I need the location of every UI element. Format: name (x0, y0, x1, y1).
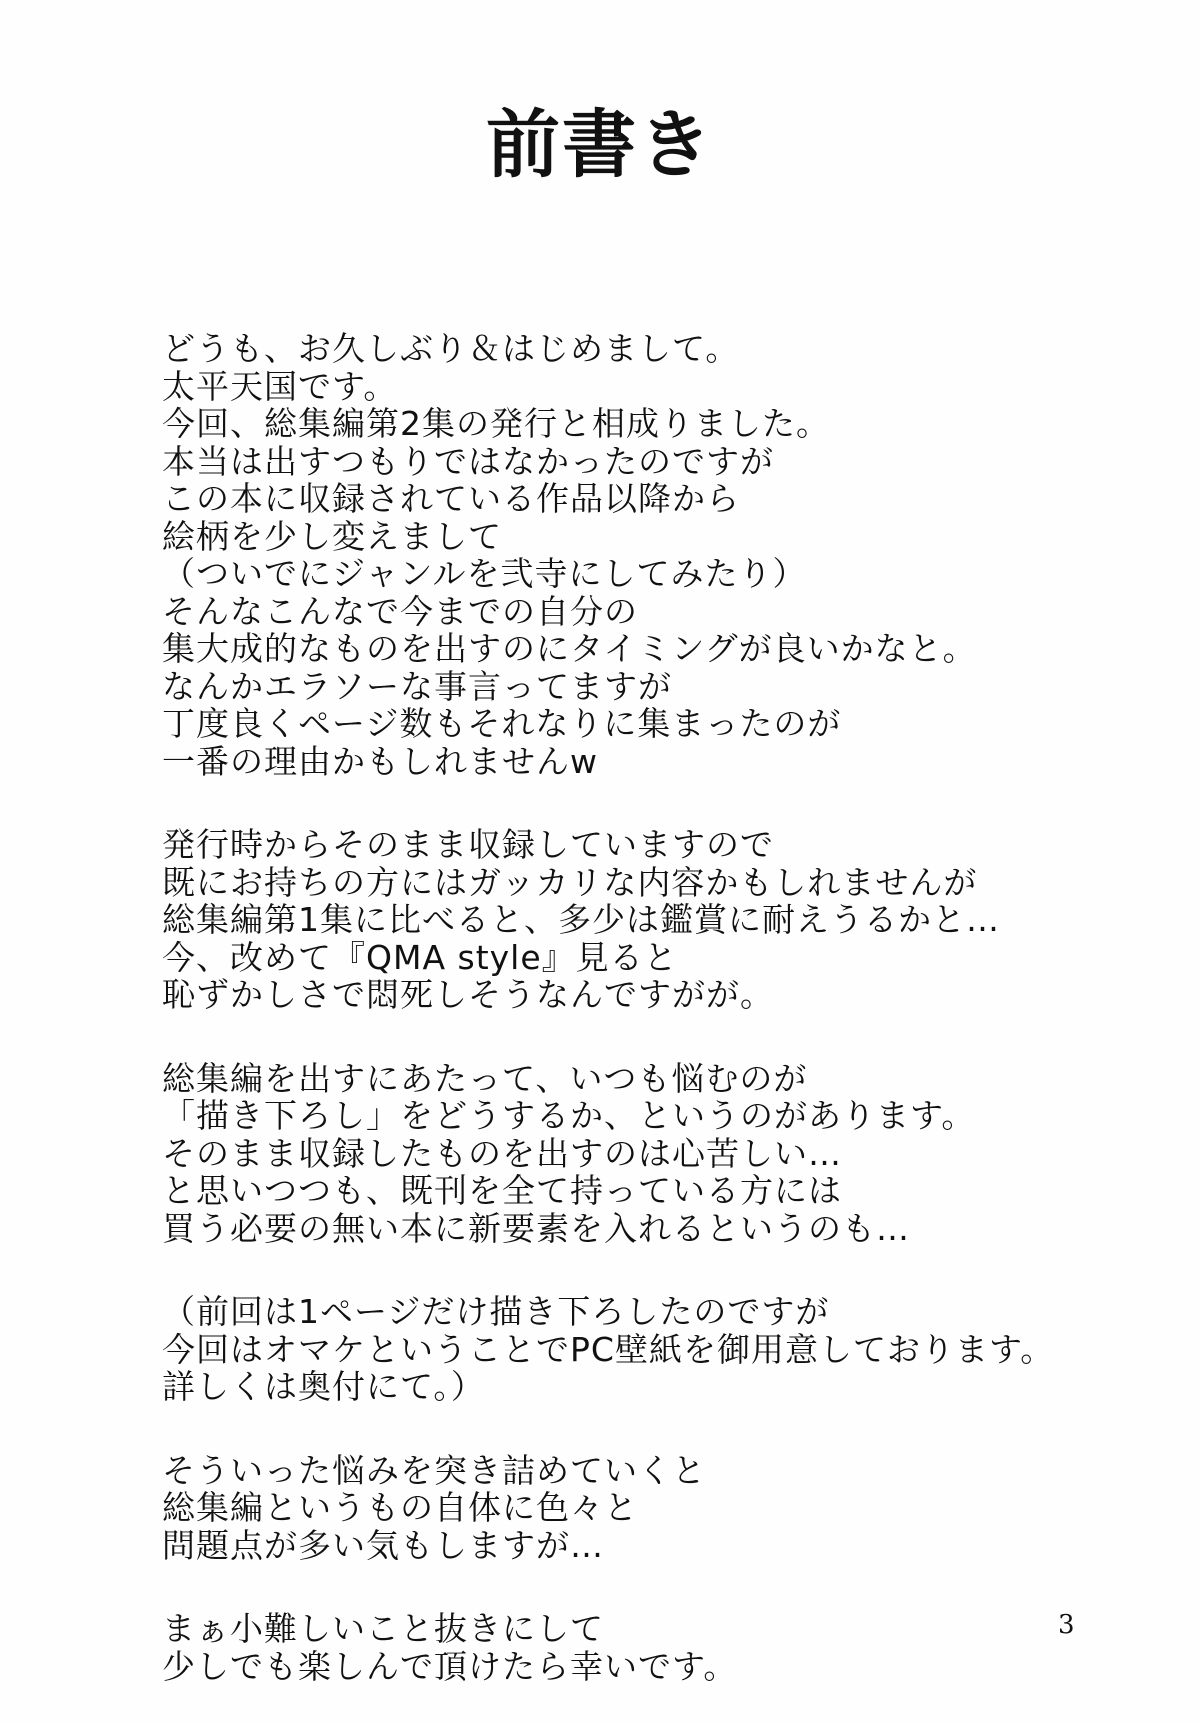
text-line: 本当は出すつもりではなかったのですが (162, 441, 774, 481)
text-line: 今回はオマケということでPC壁紙を御用意しております。 (162, 1329, 1055, 1369)
text-line: 恥ずかしさで悶死しそうなんですがが。 (162, 975, 774, 1014)
text-line: 一番の理由かもしれませんw (162, 741, 598, 781)
text-line: まぁ小難しいこと抜きにして (162, 1609, 604, 1648)
text-line: 問題点が多い気もしますが… (162, 1525, 604, 1565)
paragraph-5 (162, 1452, 1112, 1565)
text-line: 買う必要の無い本に新要素を入れるというのも… (162, 1208, 910, 1248)
text-line: なんかエラソーな事言ってますが (162, 666, 672, 706)
text-line: この本に収録されている作品以降から (162, 479, 740, 518)
text-line: どうも、お久しぶり＆はじめまして。 (162, 329, 740, 368)
paragraph-6 (162, 1610, 1112, 1685)
text-line: 「描き下ろし」をどうするか、というのがあります。 (162, 1096, 976, 1135)
paragraph-1 (162, 330, 1112, 780)
text-line: そんなこんなで今までの自分の (162, 591, 638, 631)
text-line: 総集編第1集に比べると、多少は鑑賞に耐えうるかと… (162, 900, 1000, 939)
page-number: 3 (1058, 1610, 1075, 1640)
page-title: 前書き (486, 102, 714, 188)
text-line: （前回は1ページだけ描き下ろしたのですが (162, 1292, 830, 1331)
paragraph-3 (162, 1060, 1112, 1248)
text-line: 絵柄を少し変えまして (162, 516, 502, 556)
text-line: 太平天国です。 (162, 366, 398, 406)
text-line: 少しでも楽しんで頂けたら幸いです。 (162, 1646, 738, 1686)
text-line: そのまま収録したものを出すのは心苦しい… (162, 1133, 842, 1173)
paragraph-2 (162, 826, 1112, 1014)
text-line: 今回、総集編第2集の発行と相成りました。 (162, 404, 830, 443)
text-line: 既にお持ちの方にはガッカリな内容かもしれませんが (162, 862, 978, 902)
text-line: 総集編というもの自体に色々と (162, 1488, 638, 1527)
preface-body (162, 330, 1112, 1731)
text-line: そういった悩みを突き詰めていくと (162, 1450, 706, 1490)
text-line: と思いつつも、既刊を全て持っている方には (162, 1171, 842, 1210)
paragraph-4 (162, 1293, 1112, 1406)
text-line: 総集編を出すにあたって、いつも悩むのが (162, 1058, 808, 1098)
text-line: 集大成的なものを出すのにタイミングが良いかなと。 (162, 629, 977, 668)
text-line: 丁度良くページ数もそれなりに集まったのが (162, 704, 842, 743)
text-line: 今、改めて『QMA style』見ると (162, 937, 678, 977)
text-line: 発行時からそのまま収録していますので (162, 825, 774, 864)
text-line: 詳しくは奥付にて。） (162, 1367, 485, 1406)
text-line: （ついでにジャンルを弐寺にしてみたり） (162, 554, 807, 593)
